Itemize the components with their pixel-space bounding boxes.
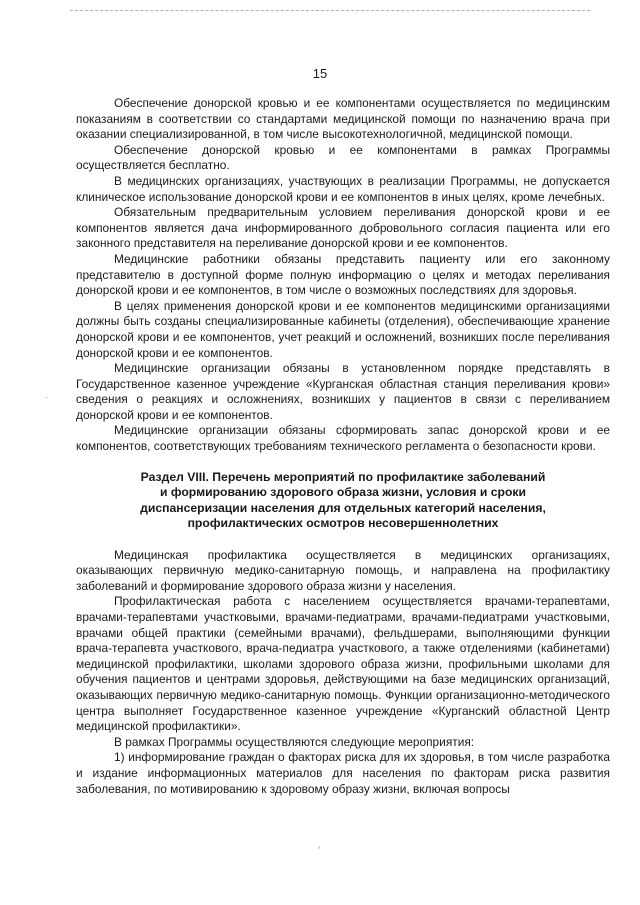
paragraph: Медицинская профилактика осуществляется в медицинских организациях, оказывающих первичную медико-санитарную помощь, и направлена на профилактику заболеваний и формирование здорового образа жизни у населения.	[76, 547, 610, 593]
paragraph: Обязательным предварительным условием переливания донорской крови и ее компонентов является дача информированного добровольного согласия пациента или его законного представителя на переливание донорской крови и ее компонентов.	[76, 205, 610, 251]
paragraph: Медицинские организации обязаны сформировать запас донорской крови и ее компонентов, соответствующих требованиям технического регламента о безопасности крови.	[76, 423, 610, 454]
paragraph: Профилактическая работа с населением осуществляется врачами-терапевтами, врачами-терапевтами участковыми, врачами-педиатрами, врачами-педиатрами участковыми, врачами общей практики (семейными врачами), фельдшерами, выполняющими функции врача-терапевта участкового, врача-педиатра участкового, а также отделениями (кабинетами) медицинской профилактики, школами здорового образа жизни, профильными школами для обучения пациентов и центрами здоровья, действующими на базе медицинских организаций, оказывающих первичную медико-санитарную помощь. Функции организационно-методического центра выполняет Государственное казенное учреждение «Курганский областной Центр медицинской профилактики».	[76, 594, 610, 734]
scan-speck: ʼ	[318, 846, 321, 857]
paragraph: 1) информирование граждан о факторах риска для их здоровья, в том числе разработка и издание информационных материалов для населения по факторам риска развития заболевания, по мотивированию к здоровому образу жизни, включая вопросы	[76, 750, 610, 796]
scan-speck: ·	[45, 392, 49, 403]
scan-top-edge	[70, 10, 590, 11]
section-heading-line: профилактических осмотров несовершеннолетних	[187, 516, 499, 531]
page-number: 15	[312, 66, 328, 81]
section-heading-line: и формированию здорового образа жизни, условия и сроки	[159, 485, 527, 500]
section-heading-line: диспансеризации населения для отдельных категорий населения,	[140, 500, 546, 515]
paragraph: Обеспечение донорской кровью и ее компонентами осуществляется по медицинским показаниям в соответствии со стандартами медицинской помощи по назначению врача при оказании специализированной, в том числе высокотехнологичной, медицинской помощи.	[76, 96, 610, 142]
paragraph: Медицинские организации обязаны в установленном порядке представлять в Государственное казенное учреждение «Курганская областная станция переливания крови» сведения о реакциях и осложнениях, возникших у пациентов в связи с переливанием донорской крови и ее компонентов.	[76, 361, 610, 422]
paragraph: В целях применения донорской крови и ее компонентов медицинскими организациями должны быть созданы специализированные кабинеты (отделения), обеспечивающие хранение донорской крови и ее компонентов, учет реакций и осложнений, возникших после переливания донорской крови и ее компонентов.	[76, 298, 610, 360]
section-heading	[76, 470, 610, 532]
document-body	[76, 96, 610, 797]
section-heading-line: Раздел VIII. Перечень мероприятий по профилактике заболеваний	[140, 469, 546, 484]
paragraph: В медицинских организациях, участвующих в реализации Программы, не допускается клиническое использование донорской крови и ее компонентов в иных целях, кроме лечебных.	[76, 173, 610, 204]
paragraph: Медицинские работники обязаны представить пациенту или его законному представителю в доступной форме полную информацию о целях и методах переливания донорской крови и ее компонентов, в том числе о возможных последствиях для здоровья.	[76, 251, 610, 298]
paragraph: В рамках Программы осуществляются следующие мероприятия:	[114, 734, 475, 749]
paragraph: Обеспечение донорской кровью и ее компонентами в рамках Программы осуществляется бесплатно.	[76, 142, 610, 173]
